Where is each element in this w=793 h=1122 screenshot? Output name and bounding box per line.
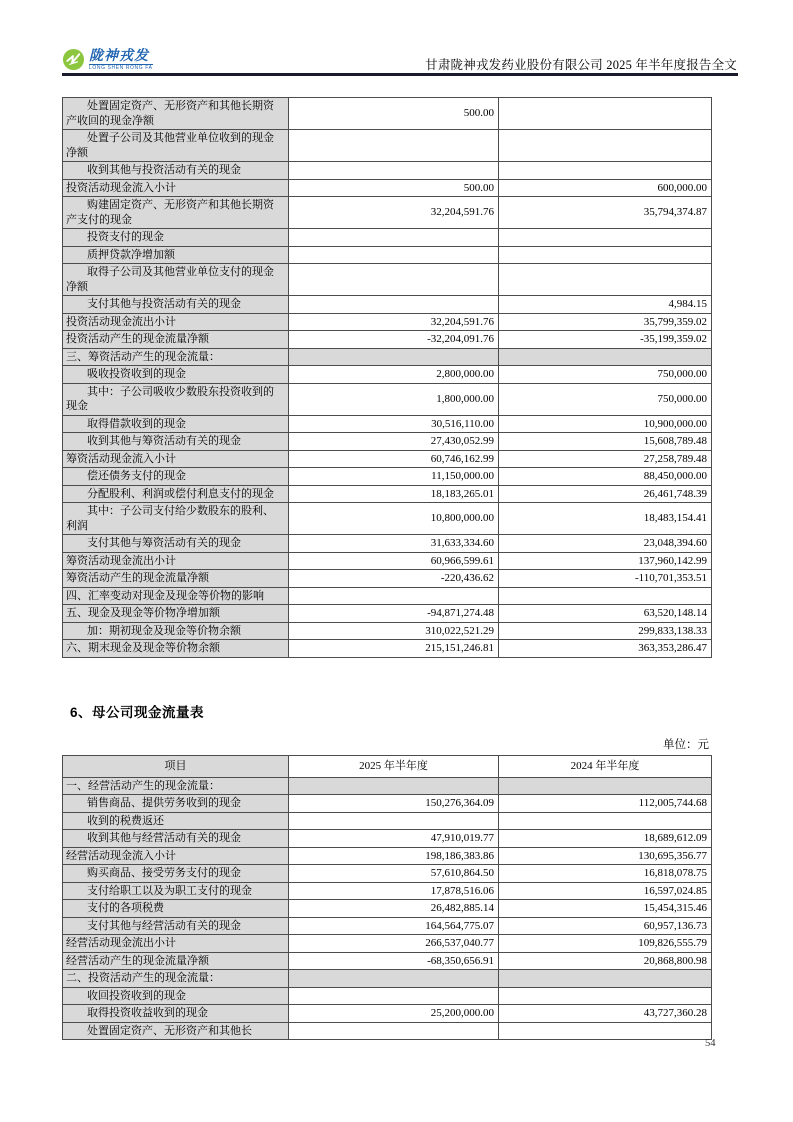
value-2024-cell: 16,597,024.85 — [499, 882, 712, 900]
value-2025-cell: 30,516,110.00 — [289, 415, 499, 433]
value-2024-cell — [499, 987, 712, 1005]
table-row — [63, 812, 712, 830]
table-row — [63, 605, 712, 623]
logo-text — [89, 48, 153, 71]
value-2024-cell — [499, 264, 712, 296]
row-label-cell: 一、经营活动产生的现金流量： — [63, 777, 289, 795]
row-label-cell: 支付的各项税费 — [63, 900, 289, 918]
table2-header — [63, 756, 712, 778]
value-2025-cell: 31,633,334.60 — [289, 535, 499, 553]
row-label-cell: 投资活动产生的现金流量净额 — [63, 331, 289, 349]
value-2024-cell: 600,000.00 — [499, 179, 712, 197]
table-row — [63, 246, 712, 264]
value-2024-cell: 35,794,374.87 — [499, 197, 712, 229]
value-2025-cell — [289, 348, 499, 366]
value-2024-cell — [499, 229, 712, 247]
value-2024-cell: 750,000.00 — [499, 366, 712, 384]
table-row — [63, 587, 712, 605]
row-label-cell: 投资活动现金流出小计 — [63, 313, 289, 331]
value-2025-cell: 27,430,052.99 — [289, 433, 499, 451]
value-2024-cell: -110,701,353.51 — [499, 570, 712, 588]
unit-label: 单位：元 — [663, 739, 709, 751]
value-2024-cell — [499, 348, 712, 366]
row-label-cell: 支付其他与筹资活动有关的现金 — [63, 535, 289, 553]
value-2025-cell: 18,183,265.01 — [289, 485, 499, 503]
table-row — [63, 552, 712, 570]
value-2025-cell: 164,564,775.07 — [289, 917, 499, 935]
value-2025-cell: 60,746,162.99 — [289, 450, 499, 468]
value-2024-cell: 16,818,078.75 — [499, 865, 712, 883]
value-2025-cell: -32,204,091.76 — [289, 331, 499, 349]
value-2025-cell: 57,610,864.50 — [289, 865, 499, 883]
row-label-cell: 收到其他与投资活动有关的现金 — [63, 162, 289, 180]
table-row — [63, 622, 712, 640]
value-2024-cell — [499, 812, 712, 830]
table-row — [63, 229, 712, 247]
value-2025-cell: 2,800,000.00 — [289, 366, 499, 384]
row-label-cell: 支付其他与投资活动有关的现金 — [63, 296, 289, 314]
table-row — [63, 331, 712, 349]
row-label-cell: 经营活动现金流出小计 — [63, 935, 289, 953]
value-2024-cell: 23,048,394.60 — [499, 535, 712, 553]
value-2025-cell — [289, 1022, 499, 1040]
table-row — [63, 348, 712, 366]
value-2025-cell: -220,436.62 — [289, 570, 499, 588]
table-row — [63, 970, 712, 988]
row-label-cell: 收回投资收到的现金 — [63, 987, 289, 1005]
table-row — [63, 777, 712, 795]
row-label-cell: 五、现金及现金等价物净增加额 — [63, 605, 289, 623]
table-row — [63, 795, 712, 813]
table-row — [63, 264, 712, 296]
row-label-cell: 购买商品、接受劳务支付的现金 — [63, 865, 289, 883]
row-label-cell: 取得投资收益收到的现金 — [63, 1005, 289, 1023]
value-2025-cell: 1,800,000.00 — [289, 383, 499, 415]
value-2024-cell: 750,000.00 — [499, 383, 712, 415]
table-row — [63, 882, 712, 900]
value-2025-cell — [289, 970, 499, 988]
value-2025-cell: 198,186,383.86 — [289, 847, 499, 865]
value-2025-cell: 32,204,591.76 — [289, 197, 499, 229]
row-label-cell: 处置固定资产、无形资产和其他长 — [63, 1022, 289, 1040]
column-header-2024: 2024 年半年度 — [499, 756, 712, 778]
value-2024-cell: 27,258,789.48 — [499, 450, 712, 468]
value-2024-cell: 63,520,148.14 — [499, 605, 712, 623]
table-row — [63, 130, 712, 162]
table1-body — [63, 98, 712, 658]
value-2024-cell: 60,957,136.73 — [499, 917, 712, 935]
table-header-row — [63, 756, 712, 778]
value-2024-cell — [499, 162, 712, 180]
row-label-cell: 投资活动现金流入小计 — [63, 179, 289, 197]
value-2025-cell: 500.00 — [289, 98, 499, 130]
value-2025-cell — [289, 264, 499, 296]
logo-brand-en: LONG SHEN RONG FA — [89, 65, 153, 71]
value-2024-cell: 15,608,789.48 — [499, 433, 712, 451]
value-2025-cell: 47,910,019.77 — [289, 830, 499, 848]
table-row — [63, 450, 712, 468]
row-label-cell: 经营活动现金流入小计 — [63, 847, 289, 865]
table-row — [63, 415, 712, 433]
value-2024-cell — [499, 777, 712, 795]
page-number: 54 — [705, 1038, 716, 1049]
row-label-cell: 处置固定资产、无形资产和其他长期资产收回的现金净额 — [63, 98, 289, 130]
table-row — [63, 503, 712, 535]
table-row — [63, 935, 712, 953]
value-2025-cell — [289, 777, 499, 795]
table2-body — [63, 777, 712, 1040]
parent-company-cash-flow-table — [62, 755, 712, 1040]
header-divider — [62, 73, 738, 76]
value-2025-cell — [289, 987, 499, 1005]
table-row — [63, 383, 712, 415]
table-row — [63, 640, 712, 658]
row-label-cell: 筹资活动产生的现金流量净额 — [63, 570, 289, 588]
value-2024-cell: 88,450,000.00 — [499, 468, 712, 486]
row-label-cell: 取得借款收到的现金 — [63, 415, 289, 433]
row-label-cell: 吸收投资收到的现金 — [63, 366, 289, 384]
logo-bird-icon — [62, 48, 85, 71]
row-label-cell: 四、汇率变动对现金及现金等价物的影响 — [63, 587, 289, 605]
value-2024-cell: 43,727,360.28 — [499, 1005, 712, 1023]
table-row — [63, 98, 712, 130]
row-label-cell: 经营活动产生的现金流量净额 — [63, 952, 289, 970]
value-2024-cell: 35,799,359.02 — [499, 313, 712, 331]
table-row — [63, 847, 712, 865]
table-row — [63, 433, 712, 451]
value-2025-cell: 150,276,364.09 — [289, 795, 499, 813]
table-row — [63, 366, 712, 384]
table-row — [63, 197, 712, 229]
value-2025-cell — [289, 812, 499, 830]
row-label-cell: 销售商品、提供劳务收到的现金 — [63, 795, 289, 813]
table-row — [63, 296, 712, 314]
table-row — [63, 485, 712, 503]
value-2024-cell — [499, 130, 712, 162]
row-label-cell: 支付给职工以及为职工支付的现金 — [63, 882, 289, 900]
value-2024-cell: 10,900,000.00 — [499, 415, 712, 433]
value-2025-cell: 10,800,000.00 — [289, 503, 499, 535]
table-row — [63, 1005, 712, 1023]
company-logo — [62, 48, 153, 71]
table-row — [63, 179, 712, 197]
value-2025-cell: 215,151,246.81 — [289, 640, 499, 658]
table-row — [63, 865, 712, 883]
value-2025-cell: 25,200,000.00 — [289, 1005, 499, 1023]
row-label-cell: 加：期初现金及现金等价物余额 — [63, 622, 289, 640]
value-2025-cell: 60,966,599.61 — [289, 552, 499, 570]
value-2024-cell: 4,984.15 — [499, 296, 712, 314]
value-2025-cell — [289, 246, 499, 264]
value-2024-cell: 363,353,286.47 — [499, 640, 712, 658]
value-2025-cell — [289, 162, 499, 180]
row-label-cell: 六、期末现金及现金等价物余额 — [63, 640, 289, 658]
value-2024-cell — [499, 246, 712, 264]
value-2024-cell: 112,005,744.68 — [499, 795, 712, 813]
value-2025-cell: 32,204,591.76 — [289, 313, 499, 331]
table-row — [63, 987, 712, 1005]
table-row — [63, 162, 712, 180]
value-2025-cell — [289, 587, 499, 605]
value-2024-cell: 130,695,356.77 — [499, 847, 712, 865]
value-2025-cell — [289, 229, 499, 247]
value-2024-cell: 109,826,555.79 — [499, 935, 712, 953]
value-2024-cell: 18,689,612.09 — [499, 830, 712, 848]
value-2024-cell: 20,868,800.98 — [499, 952, 712, 970]
row-label-cell: 投资支付的现金 — [63, 229, 289, 247]
row-label-cell: 购建固定资产、无形资产和其他长期资产支付的现金 — [63, 197, 289, 229]
row-label-cell: 处置子公司及其他营业单位收到的现金净额 — [63, 130, 289, 162]
column-header-item: 项目 — [63, 756, 289, 778]
table-row — [63, 313, 712, 331]
value-2025-cell — [289, 296, 499, 314]
row-label-cell: 三、筹资活动产生的现金流量： — [63, 348, 289, 366]
value-2024-cell: 15,454,315.46 — [499, 900, 712, 918]
row-label-cell: 取得子公司及其他营业单位支付的现金净额 — [63, 264, 289, 296]
value-2024-cell — [499, 587, 712, 605]
table-row — [63, 535, 712, 553]
table-row — [63, 830, 712, 848]
value-2025-cell — [289, 130, 499, 162]
value-2024-cell — [499, 98, 712, 130]
table-row — [63, 900, 712, 918]
value-2024-cell — [499, 1022, 712, 1040]
row-label-cell: 其中：子公司支付给少数股东的股利、利润 — [63, 503, 289, 535]
value-2025-cell: 500.00 — [289, 179, 499, 197]
row-label-cell: 筹资活动现金流出小计 — [63, 552, 289, 570]
value-2025-cell: 26,482,885.14 — [289, 900, 499, 918]
table-row — [63, 1022, 712, 1040]
row-label-cell: 质押贷款净增加额 — [63, 246, 289, 264]
value-2025-cell: -94,871,274.48 — [289, 605, 499, 623]
row-label-cell: 偿还债务支付的现金 — [63, 468, 289, 486]
value-2024-cell: 137,960,142.99 — [499, 552, 712, 570]
value-2024-cell: 26,461,748.39 — [499, 485, 712, 503]
value-2025-cell: 266,537,040.77 — [289, 935, 499, 953]
row-label-cell: 其中：子公司吸收少数股东投资收到的现金 — [63, 383, 289, 415]
row-label-cell: 收到其他与经营活动有关的现金 — [63, 830, 289, 848]
row-label-cell: 筹资活动现金流入小计 — [63, 450, 289, 468]
value-2025-cell: 11,150,000.00 — [289, 468, 499, 486]
row-label-cell: 支付其他与经营活动有关的现金 — [63, 917, 289, 935]
column-header-2025: 2025 年半年度 — [289, 756, 499, 778]
table-row — [63, 952, 712, 970]
consolidated-cash-flow-table-continued — [62, 97, 712, 658]
value-2025-cell: 310,022,521.29 — [289, 622, 499, 640]
value-2024-cell: 18,483,154.41 — [499, 503, 712, 535]
value-2024-cell: -35,199,359.02 — [499, 331, 712, 349]
row-label-cell: 收到其他与筹资活动有关的现金 — [63, 433, 289, 451]
row-label-cell: 收到的税费返还 — [63, 812, 289, 830]
table-row — [63, 917, 712, 935]
report-title: 甘肃陇神戎发药业股份有限公司 2025 年半年度报告全文 — [425, 58, 737, 72]
value-2025-cell: -68,350,656.91 — [289, 952, 499, 970]
logo-brand-cn: 陇神戎发 — [89, 47, 149, 63]
value-2024-cell: 299,833,138.33 — [499, 622, 712, 640]
value-2025-cell: 17,878,516.06 — [289, 882, 499, 900]
table-row — [63, 570, 712, 588]
row-label-cell: 二、投资活动产生的现金流量： — [63, 970, 289, 988]
value-2024-cell — [499, 970, 712, 988]
section-heading: 6、母公司现金流量表 — [70, 705, 205, 720]
row-label-cell: 分配股利、利润或偿付利息支付的现金 — [63, 485, 289, 503]
table-row — [63, 468, 712, 486]
